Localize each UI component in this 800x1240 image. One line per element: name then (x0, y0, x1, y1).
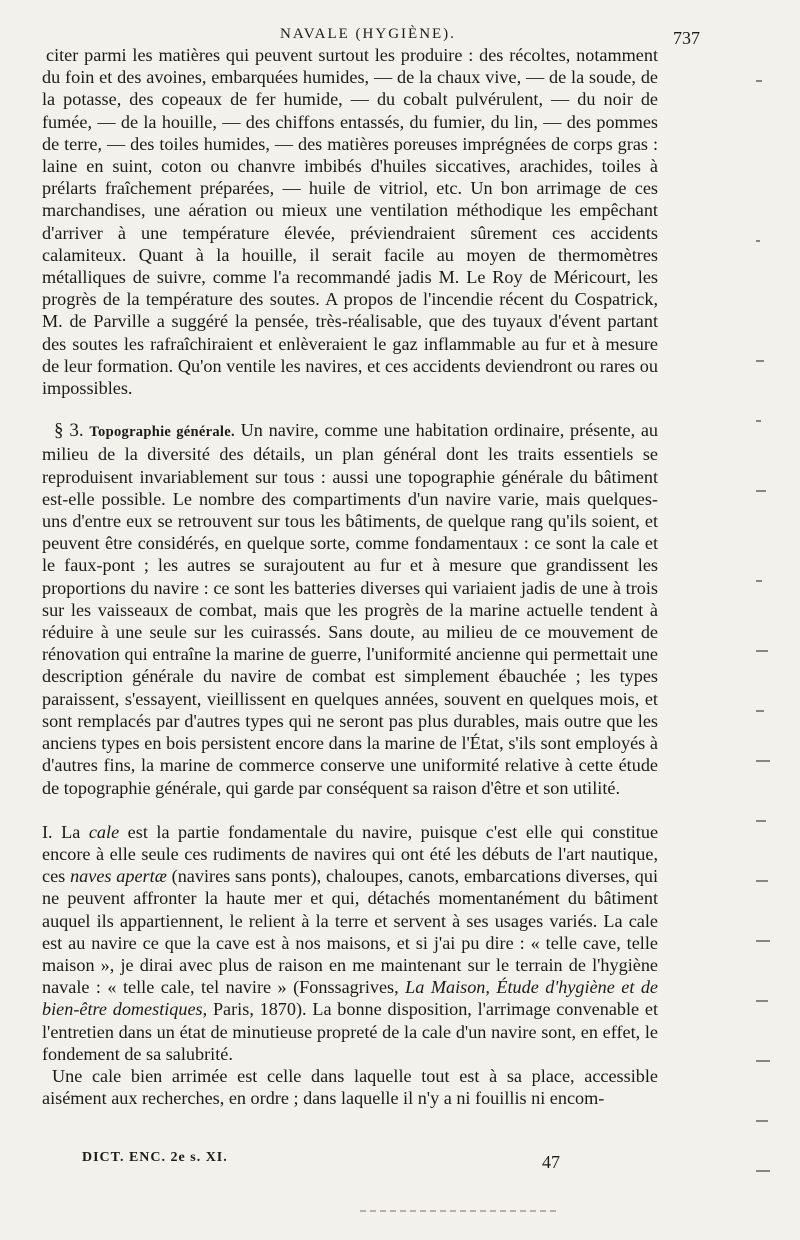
running-title: NAVALE (HYGIÈNE). (280, 26, 456, 42)
page-footer (82, 1144, 602, 1184)
citation-title: La Maison, Étude d'hygiène et de bien-être domestiques (42, 977, 659, 1020)
section-3-paragraph (42, 419, 658, 798)
section-mark: § 3. (54, 420, 84, 442)
sheet-number: 47 (542, 1152, 560, 1172)
section-heading: Topographie générale. (89, 424, 235, 441)
paragraph-continuation: citer parmi les matières qui peuvent surtout les produire : des récoltes, notamment du foin et des avoines, embarquées humides, — de la chaux vive, — de la soude, de la potasse, des copeaux de fer humide, — du cobalt pulvérulent, — du noir de fumée, — de la houille, — des chiffons entassés, du fumier, du lin, — des pommes de terre, — des toiles humides, — des matières poreuses imprégnées de corps gras : laine en suint, coton ou chanvre imbibés d'huiles siccatives, arachides, toiles à prélarts fraîchement préparées, — huile de vitriol, etc. Un bon arrimage de ces marchandises, une aération ou mieux une ventilation méthodique les empêchant d'arriver à une température élevée, préviendraient sûrement ces accidents calamiteux. Quant à la houille, il serait facile au moyen de thermomètres métalliques de suivre, comme l'a recommandé jadis M. Le Roy de Méricourt, les progrès de la température des soutes. A propos de l'incendie récent du Cospatrick, M. de Parville a suggéré la pensée, très-réalisable, que des tuyaux d'évent partant des soutes les rafraîchiraient et enlèveraient le gaz inflammable au fur et à mesure de leur formation. Qu'on ventile les navires, et ces accidents deviendront ou rares ou impossibles. (42, 45, 658, 399)
section-3-text: Un navire, comme une habitation ordinaire, présente, au milieu de la diversité des détails, un plan général dont les traits essentiels se reproduisent invariablement sur tous : aussi une topographie générale du bâtiment est-elle possible. Le nombre des compartiments d'un navire varie, mais quelques-uns d'entre eux se retrouvent sur tous les bâtiments, de quelque rang qu'ils soient, et peuvent être considérés, en quelque sorte, comme fondamentaux : ce sont la cale et le faux-pont ; les autres se surajoutent au fur et à mesure que grandissent les proportions du navire : ce sont les batteries diverses qui variaient jadis de une à trois sur les vaisseaux de combat, mais que les progrès de la marine actuelle tendent à réduire à une seule sur les cuirassés. Sans doute, au milieu de ce mouvement de rénovation qui entraîne la marine de guerre, l'uniformité ancienne qui permettait une description générale du navire de combat est simplement ébauchée ; les types paraissent, s'essayent, vieillissent en quelques années, souvent en quelques mois, et sont remplacés par d'autres types qui ne seront pas plus durables, mais outre que les anciens types en bois persistent encore dans la marine de l'État, s'ils sont employés à d'autres fins, la marine de commerce conserve une uniformité relative à cette étude de topographie générale, qui garde par conséquent sa raison d'être et son utilité. (42, 420, 659, 798)
term-cale: cale (88, 821, 120, 842)
cale-text-c: , Paris, 1870). La bonne disposition, l'arrimage convenable et l'entretien dans un état de minutieuse propreté de la cale d'un navire sont, en effet, le fondement de sa salubrité. (42, 999, 658, 1064)
cale-lead: I. La (42, 821, 81, 842)
paragraph-cale (42, 821, 658, 1065)
bottom-smudge (360, 1210, 560, 1212)
page-number: 737 (673, 28, 700, 48)
body-text (42, 44, 658, 1109)
signature-mark: DICT. ENC. 2e s. XI. (82, 1150, 228, 1165)
paragraph-last: Une cale bien arrimée est celle dans laquelle tout est à sa place, accessible aisément aux recherches, en ordre ; dans laquelle il n'y a ni fouillis ni encom- (42, 1065, 658, 1109)
term-naves-apertae: naves apertæ (70, 866, 167, 887)
cale-text-a: est la partie fondamentale du navire, puisque c'est elle qui constitue encore à elle seule ces rudiments de navires qui ont été les débuts de l'art nautique, ces (42, 821, 659, 887)
cale-text-b: (navires sans ponts), chaloupes, canots, embarcations diverses, qui ne peuvent affronter la haute mer et qui, détachés momentanément du bâtiment auquel ils appartiennent, le relient à la terre et servent à ses usages variés. La cale est au navire ce que la cave est à nos maisons, et si j'ai pu dire : « telle cave, telle maison », je dirai avec plus de raison en me maintenant sur le terrain de l'hygiène navale : « telle cale, tel navire » (Fonssagrives, (42, 866, 658, 998)
page-edge-marks (754, 60, 772, 1200)
